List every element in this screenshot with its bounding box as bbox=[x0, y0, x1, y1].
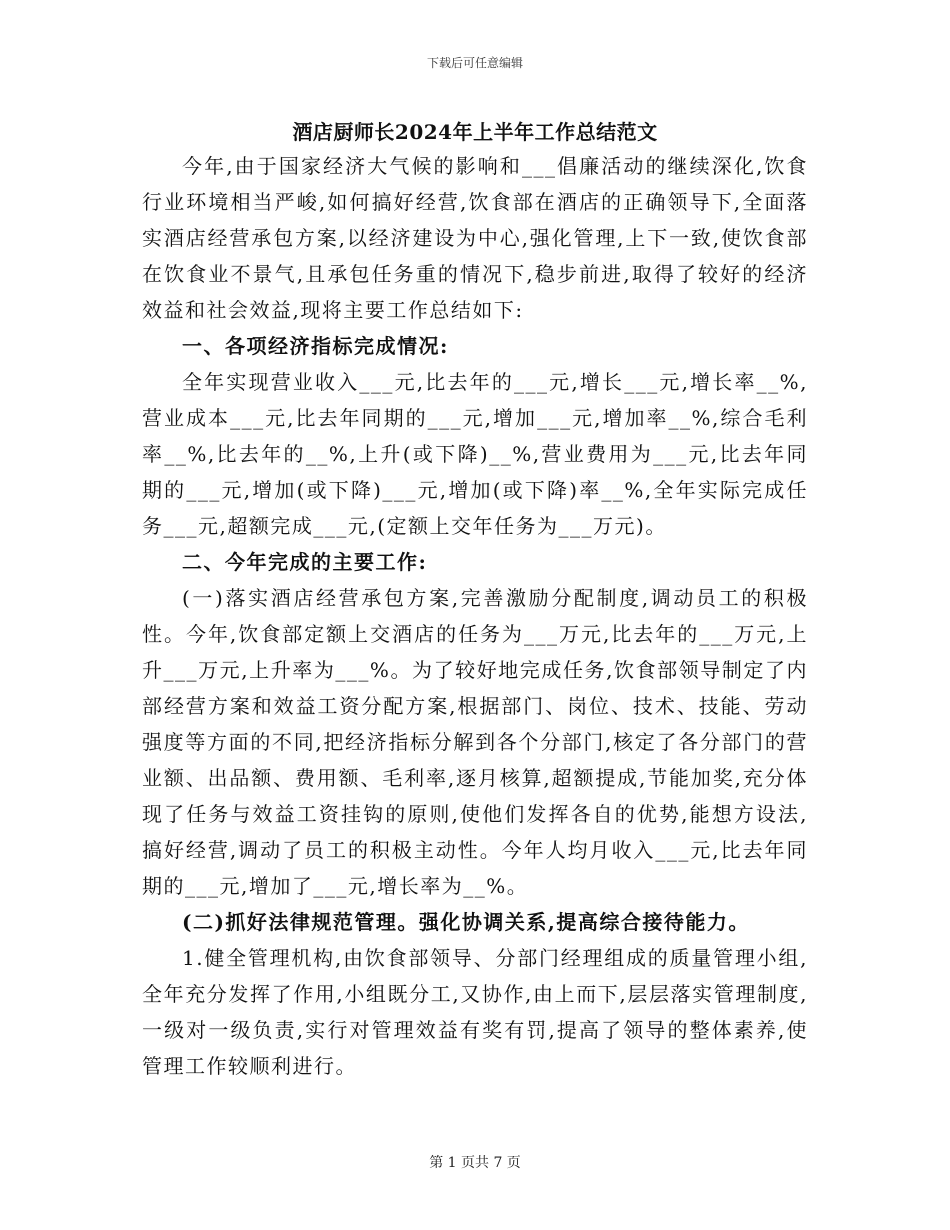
document-body bbox=[142, 148, 808, 1084]
section-heading-2: 二、今年完成的主要工作: bbox=[182, 550, 428, 574]
sub-heading-management: (二)抓好法律规范管理。强化协调关系,提高综合接待能力。 bbox=[182, 910, 750, 934]
paragraph-intro: 今年,由于国家经济大气候的影响和___倡廉活动的继续深化,饮食行业环境相当严峻,如何搞好经营,饮食部在酒店的正确领导下,全面落实酒店经营承包方案,以经济建设为中心,强化管理,上下一致,使饮食部在饮食业不景气,且承包任务重的情况下,稳步前进,取得了较好的经济效益和社会效益,现将主要工作总结如下: bbox=[142, 154, 808, 322]
paragraph-contract: (一)落实酒店经营承包方案,完善激励分配制度,调动员工的积极性。今年,饮食部定额上交酒店的任务为___万元,比去年的___万元,上升___万元,上升率为___%。为了较好地完成任务,饮食部领导制定了内部经营方案和效益工资分配方案,根据部门、岗位、技术、技能、劳动强度等方面的不同,把经济指标分解到各个分部门,核定了各分部门的营业额、出品额、费用额、毛利率,逐月核算,超额提成,节能加奖,充分体现了任务与效益工资挂钩的原则,使他们发挥各自的优势,能想方设法,搞好经营,调动了员工的积极主动性。今年人均月收入___元,比去年同期的___元,增加了___元,增长率为__%。 bbox=[142, 586, 808, 898]
page-footer: 第 1 页共 7 页 bbox=[429, 1155, 521, 1171]
paragraph-organization: 1.健全管理机构,由饮食部领导、分部门经理组成的质量管理小组,全年充分发挥了作用,小组既分工,又协作,由上而下,层层落实管理制度,一级对一级负责,实行对管理效益有奖有罚,提高了领导的整体素养,使管理工作较顺利进行。 bbox=[142, 946, 808, 1078]
section-heading-1: 一、各项经济指标完成情况: bbox=[182, 334, 449, 358]
document-title: 酒店厨师长2024年上半年工作总结范文 bbox=[292, 120, 658, 144]
header-note: 下载后可任意编辑 bbox=[426, 56, 523, 70]
paragraph-indicators: 全年实现营业收入___元,比去年的___元,增长___元,增长率__%,营业成本___元,比去年同期的___元,增加___元,增加率__%,综合毛利率__%,比去年的__%,上升(或下降)__%,营业费用为___元,比去年同期的___元,增加(或下降)___元,增加(或下降)率__%,全年实际完成任务___元,超额完成___元,(定额上交年任务为___万元)。 bbox=[142, 370, 808, 538]
